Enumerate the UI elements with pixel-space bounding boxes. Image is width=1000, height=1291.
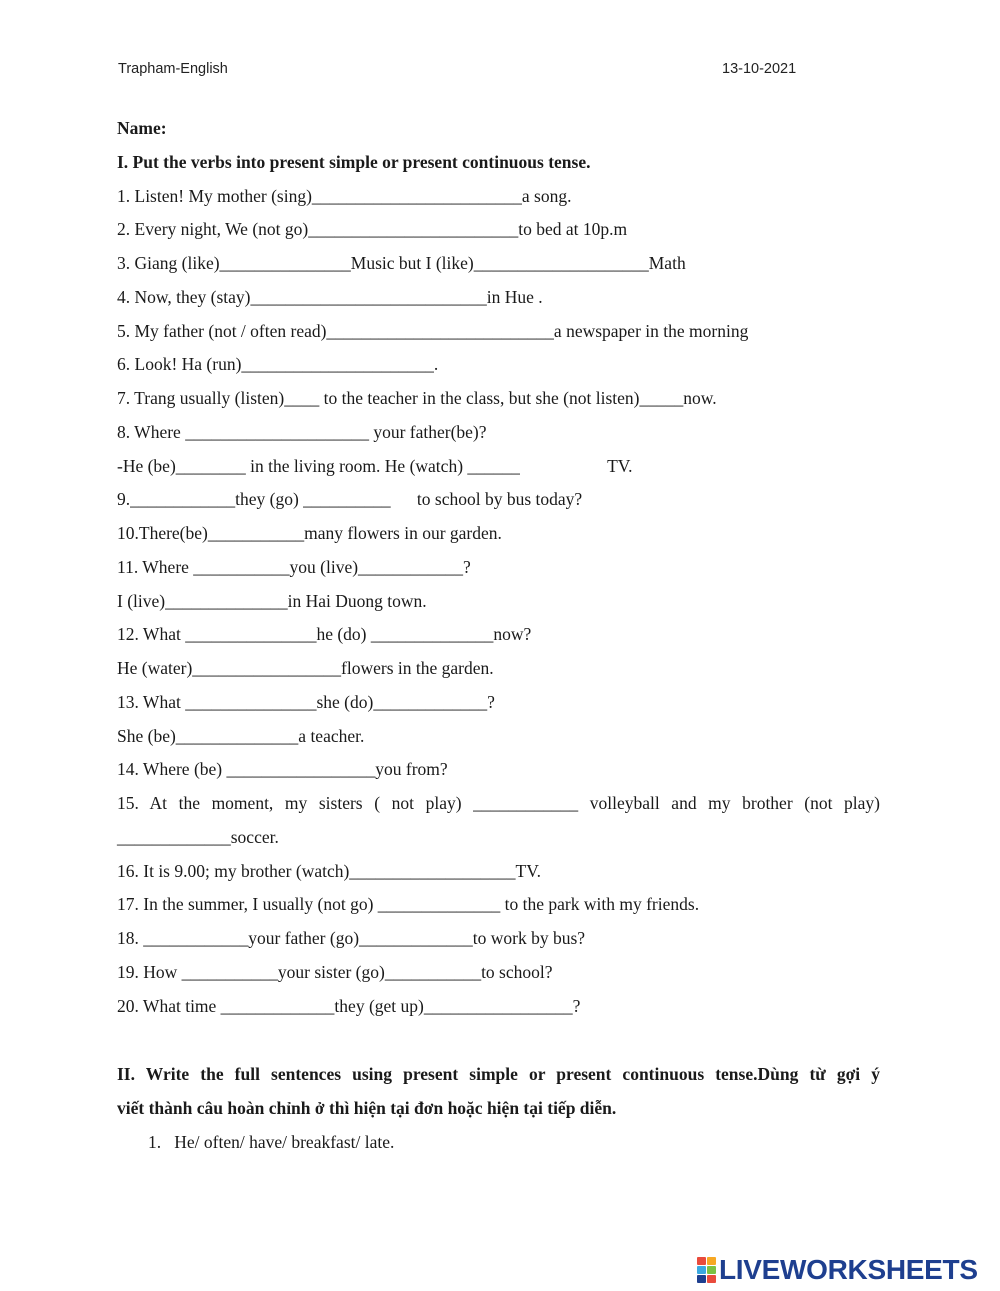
section2-title-line2: viết thành câu hoàn chỉnh ở thì hiện tại đơn hoặc hiện tại tiếp diễn. <box>117 1098 617 1118</box>
name-label: Name: <box>117 118 167 138</box>
exercise-line-8-answer: -He (be)________ in the living room. He (watch) ______ TV. <box>117 456 633 476</box>
mark-block <box>707 1266 716 1274</box>
mark-block <box>697 1257 706 1265</box>
exercise-line-4: 4. Now, they (stay)___________________________in Hue . <box>117 287 543 307</box>
mark-block <box>707 1275 716 1283</box>
exercise-line-14: 14. Where (be) _________________you from? <box>117 759 448 779</box>
exercise-line-6: 6. Look! Ha (run)______________________. <box>117 354 439 374</box>
mark-block <box>697 1275 706 1283</box>
exercise-line-17: 17. In the summer, I usually (not go) ______________ to the park with my friends. <box>117 894 700 914</box>
exercise-line-13: 13. What _______________she (do)_____________? <box>117 692 495 712</box>
exercise-line-15: 15. At the moment, my sisters ( not play) ____________ volleyball and my brother (not play) <box>117 793 880 813</box>
exercise-line-20: 20. What time _____________they (get up)_________________? <box>117 996 581 1016</box>
exercise-line-18: 18. ____________your father (go)_____________to work by bus? <box>117 928 586 948</box>
liveworksheets-logo <box>697 1254 978 1286</box>
liveworksheets-wordmark: LIVEWORKSHEETS <box>719 1254 978 1285</box>
header-school-name: Trapham-English <box>118 61 228 77</box>
exercise-line-3: 3. Giang (like)_______________Music but I (like)____________________Math <box>117 253 686 273</box>
exercise-line-12-answer: He (water)_________________flowers in the garden. <box>117 658 494 678</box>
liveworksheets-mark-icon <box>697 1257 716 1283</box>
exercise-line-19: 19. How ___________your sister (go)___________to school? <box>117 962 553 982</box>
exercise-line-15-cont: _____________soccer. <box>117 827 279 847</box>
mark-block <box>707 1257 716 1265</box>
exercise-line-9: 9.____________they (go) __________ to school by bus today? <box>117 489 583 509</box>
exercise-line-8: 8. Where _____________________ your father(be)? <box>117 422 487 442</box>
exercise-line-5: 5. My father (not / often read)__________________________a newspaper in the morning <box>117 321 749 341</box>
exercise-line-7: 7. Trang usually (listen)____ to the teacher in the class, but she (not listen)_____now. <box>117 388 717 408</box>
section1-title: I. Put the verbs into present simple or present continuous tense. <box>117 152 591 172</box>
exercise-line-10: 10.There(be)___________many flowers in our garden. <box>117 523 502 543</box>
section2-title-line1: II. Write the full sentences using present simple or present continuous tense.Dùng từ gợi ý <box>117 1064 880 1084</box>
exercise-line-16: 16. It is 9.00; my brother (watch)___________________TV. <box>117 861 542 881</box>
exercise-line-12: 12. What _______________he (do) ______________now? <box>117 624 532 644</box>
exercise-line-2: 2. Every night, We (not go)________________________to bed at 10p.m <box>117 219 628 239</box>
exercise-line-11-answer: I (live)______________in Hai Duong town. <box>117 591 427 611</box>
header-date: 13-10-2021 <box>722 61 797 77</box>
exercise-line-13-answer: She (be)______________a teacher. <box>117 726 365 746</box>
section2-item-1: 1. He/ often/ have/ breakfast/ late. <box>148 1132 395 1152</box>
exercise-line-1: 1. Listen! My mother (sing)________________________a song. <box>117 186 572 206</box>
mark-block <box>697 1266 706 1274</box>
exercise-line-11: 11. Where ___________you (live)____________? <box>117 557 471 577</box>
